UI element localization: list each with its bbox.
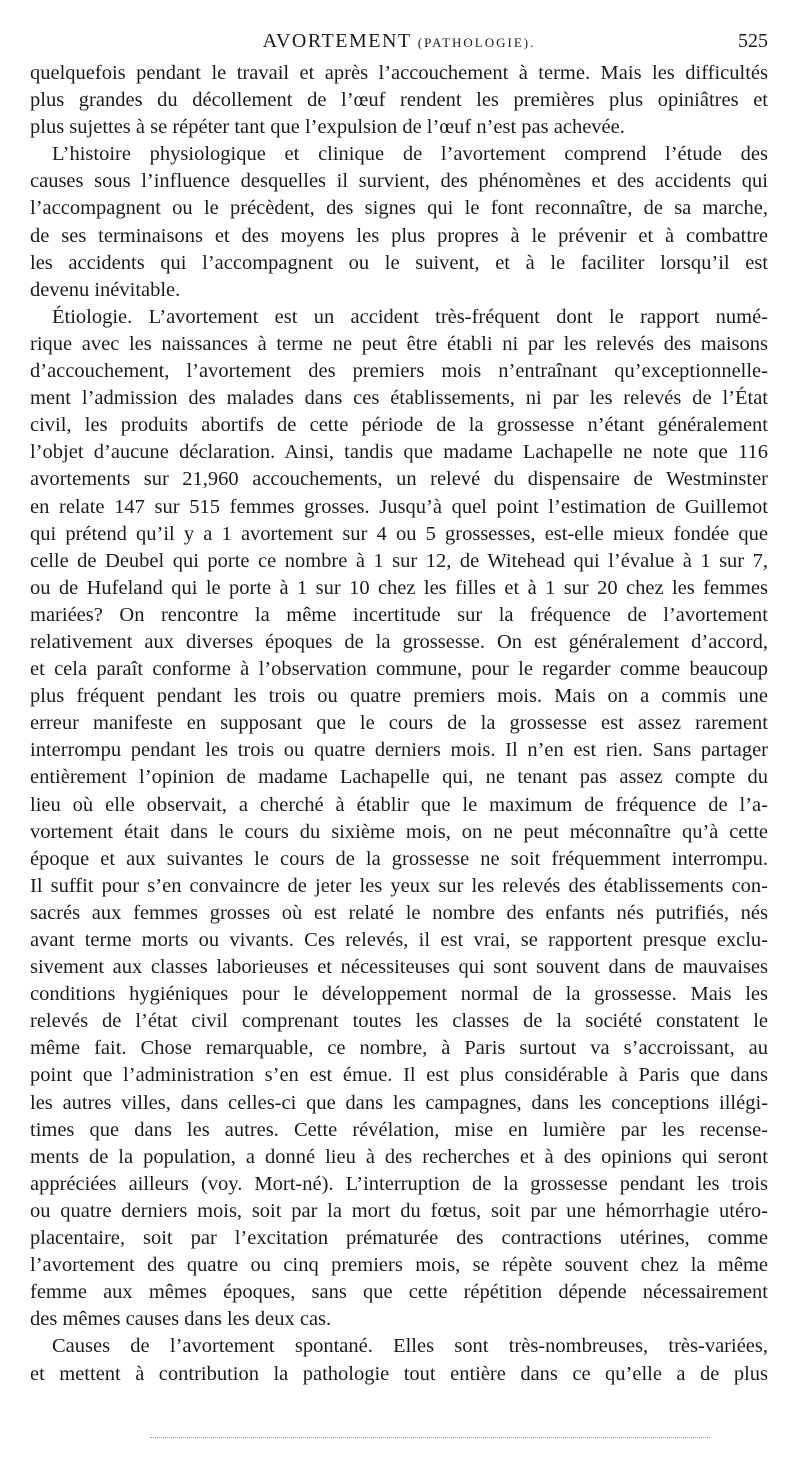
running-header xyxy=(30,30,768,56)
header-title-text: AVORTEMENT xyxy=(262,30,412,52)
text-line: causes sous l’influence desquelles il survient, des phénomènes et des accidents qui xyxy=(30,170,768,193)
text-line: Il suffit pour s’en convaincre de jeter les yeux sur les relevés des établissements con- xyxy=(30,874,768,897)
text-line: sacrés aux femmes grosses où est relaté le nombre des enfants nés putrifiés, nés xyxy=(30,901,768,924)
body-text xyxy=(30,60,768,1388)
text-line: rique avec les naissances à terme ne peut être établi ni par les relevés des maisons xyxy=(30,332,768,355)
page-bottom-marks xyxy=(150,1437,710,1444)
text-line: et cela paraît conforme à l’observation commune, pour le regarder comme beaucoup xyxy=(30,658,768,681)
text-line: ment l’admission des malades dans ces établissements, ni par les relevés de l’État xyxy=(30,387,768,410)
text-line: erreur manifeste en supposant que le cours de la grossesse est assez rarement xyxy=(30,712,768,735)
text-line: lieu où elle observait, a cherché à établir que le maximum de fréquence de l’a- xyxy=(30,793,768,816)
text-line: quelquefois pendant le travail et après l’accouchement à terme. Mais les difficultés xyxy=(30,62,768,84)
text-line: plus fréquent pendant les trois ou quatre premiers mois. Mais on a commis une xyxy=(30,685,768,708)
text-line: l’avortement des quatre ou cinq premiers mois, se répète souvent chez la même xyxy=(30,1254,768,1277)
text-line: et mettent à contribution la pathologie tout entière dans ce qu’elle a de plus xyxy=(30,1362,768,1385)
text-line: placentaire, soit par l’excitation prématurée des contractions utérines, comme xyxy=(30,1227,768,1250)
text-line: mariées? On rencontre la même incertitude sur la fréquence de l’avortement xyxy=(30,603,768,626)
header-subtitle: (PATHOLOGIE). xyxy=(417,35,536,50)
text-line: de ses terminaisons et des moyens les plus propres à le prévenir et à combattre xyxy=(30,224,768,247)
text-line: times que dans les autres. Cette révélation, mise en lumière par les recense- xyxy=(30,1118,768,1141)
text-line: relativement aux diverses époques de la grossesse. On est généralement d’accord, xyxy=(30,630,768,653)
text-line: L’histoire physiologique et clinique de l’avortement comprend l’étude des xyxy=(52,143,768,166)
text-line: qui prétend qu’il y a 1 avortement sur 4 ou 5 grossesses, est-elle mieux fondée que xyxy=(30,522,768,545)
text-line: civil, les produits abortifs de cette période de la grossesse n’étant généralement xyxy=(30,414,768,437)
text-line: l’accompagnent ou le précèdent, des signes qui le font reconnaître, de sa marche, xyxy=(30,197,768,220)
text-line: époque et aux suivantes le cours de la grossesse ne soit fréquemment interrompu. xyxy=(30,847,768,870)
text-line: plus grandes du décollement de l’œuf rendent les premières plus opiniâtres et xyxy=(30,89,768,112)
text-line: avortements sur 21,960 accouchements, un relevé du dispensaire de Westminster xyxy=(30,468,768,491)
text-line: ou de Hufeland qui le porte à 1 sur 10 chez les filles et à 1 sur 20 chez les femmes xyxy=(30,576,768,599)
text-line: ou quatre derniers mois, soit par la mort du fœtus, soit par une hémorrhagie utéro- xyxy=(30,1199,768,1222)
text-line: avant terme morts ou vivants. Ces relevés, il est vrai, se rapportent presque exclu- xyxy=(30,929,768,951)
text-line: femme aux mêmes époques, sans que cette répétition dépende nécessairement xyxy=(30,1281,768,1304)
text-line: des mêmes causes dans les deux cas. xyxy=(30,1308,332,1331)
running-title xyxy=(30,30,768,53)
text-line: les accidents qui l’accompagnent ou le suivent, et à le faciliter lorsqu’il est xyxy=(30,251,768,274)
text-line: conditions hygiéniques pour le développement normal de la grossesse. Mais les xyxy=(30,983,768,1006)
text-line: ments de la population, a donné lieu à des recherches et à des opinions qui seront xyxy=(30,1145,768,1168)
text-line: d’accouchement, l’avortement des premiers mois n’entraînant qu’exceptionnelle- xyxy=(30,360,768,383)
text-line: devenu inévitable. xyxy=(30,278,181,301)
text-line: plus sujettes à se répéter tant que l’expulsion de l’œuf n’est pas achevée. xyxy=(30,116,625,139)
text-line: point que l’administration s’en est émue. Il est plus considérable à Paris que dans xyxy=(30,1064,768,1087)
text-line: relevés de l’état civil comprenant toutes les classes de la société constatent le xyxy=(30,1010,768,1033)
text-line: l’objet d’aucune déclaration. Ainsi, tandis que madame Lachapelle ne note que 116 xyxy=(30,441,768,464)
text-line: en relate 147 sur 515 femmes grosses. Jusqu’à quel point l’estimation de Guillemot xyxy=(30,495,768,518)
text-line: les autres villes, dans celles-ci que dans les campagnes, dans les conceptions illégi- xyxy=(30,1091,768,1114)
text-line: même fait. Chose remarquable, ce nombre, à Paris surtout va s’accroissant, au xyxy=(30,1037,768,1060)
text-line: vortement était dans le cours du sixième mois, on ne peut méconnaître qu’à cette xyxy=(30,820,768,843)
text-line: celle de Deubel qui porte ce nombre à 1 sur 12, de Witehead qui l’évalue à 1 sur 7, xyxy=(30,549,768,572)
text-line: sivement aux classes laborieuses et nécessiteuses qui sont souvent dans de mauvaises xyxy=(30,956,768,979)
text-line: interrompu pendant les trois ou quatre derniers mois. Il n’en est rien. Sans partager xyxy=(30,739,768,762)
text-line: entièrement l’opinion de madame Lachapelle qui, ne tenant pas assez compte du xyxy=(30,766,768,789)
page-number: 525 xyxy=(738,30,768,52)
text-line: appréciées ailleurs (voy. Mort-né). L’interruption de la grossesse pendant les trois xyxy=(30,1172,768,1195)
text-line: Étiologie. L’avortement est un accident très-fréquent dont le rapport numé- xyxy=(52,305,768,328)
text-line: Causes de l’avortement spontané. Elles sont très-nombreuses, très-variées, xyxy=(52,1335,768,1358)
